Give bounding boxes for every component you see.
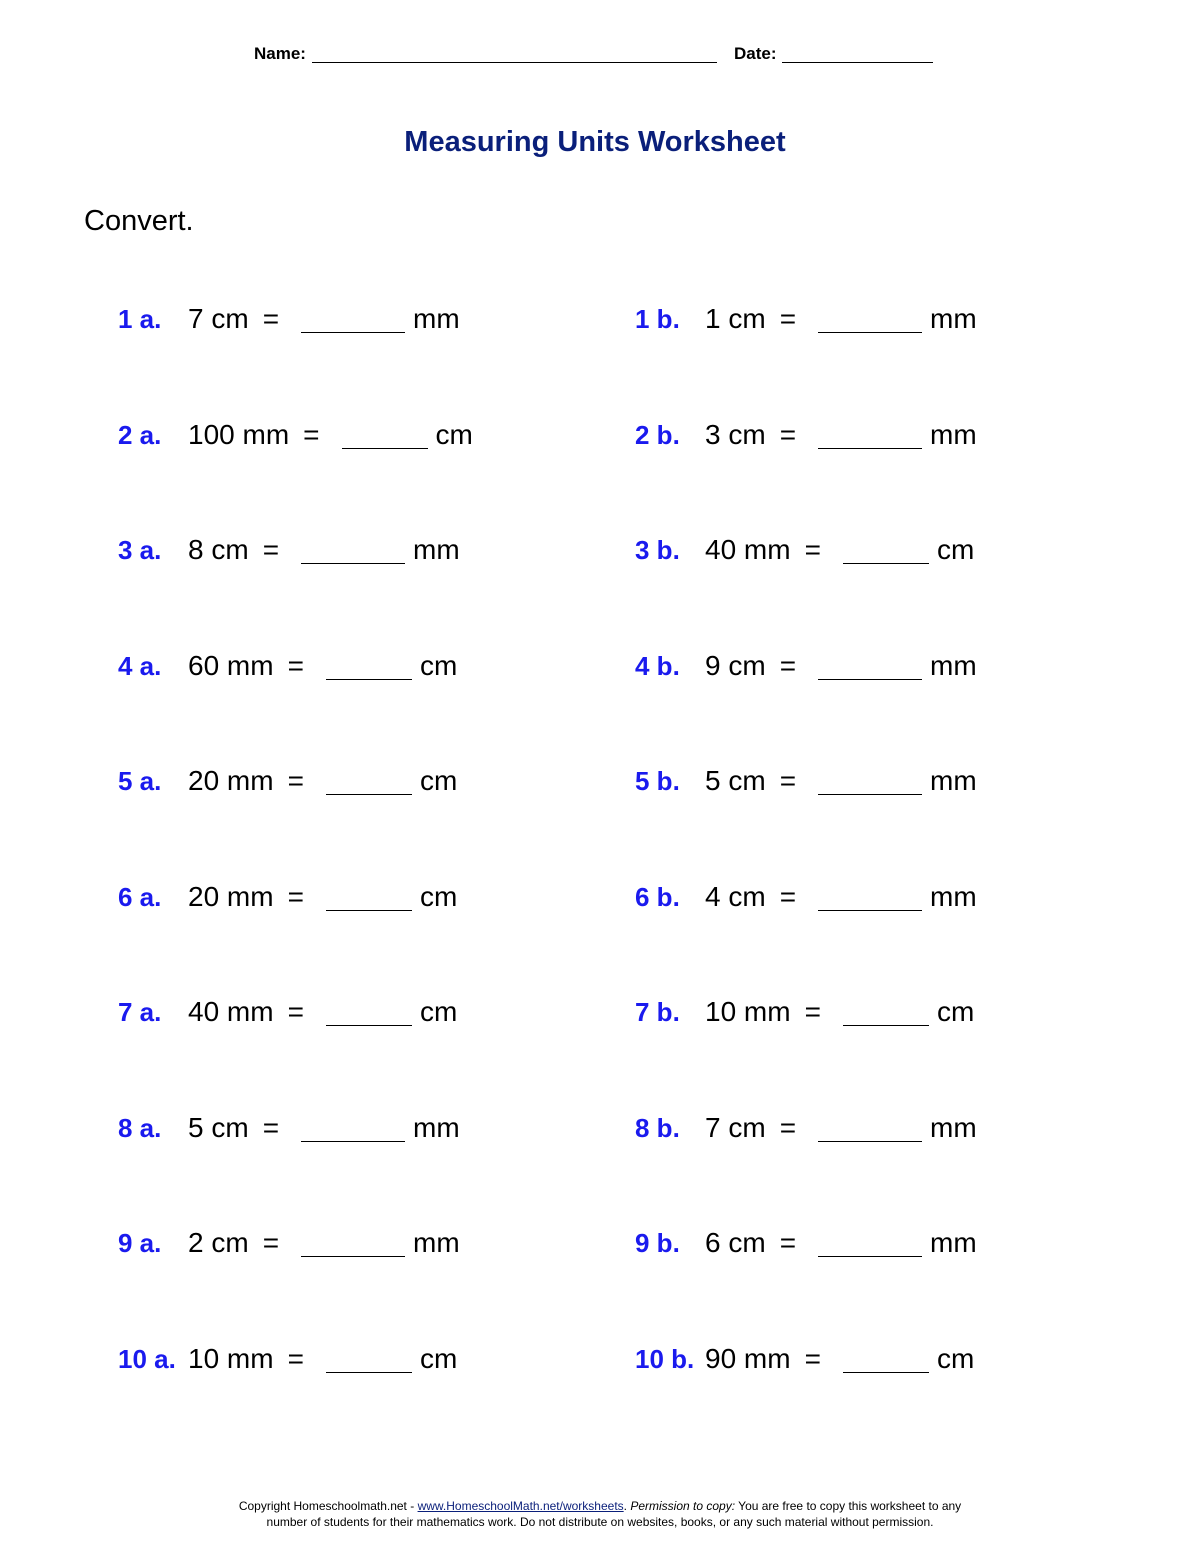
answer-blank[interactable] — [818, 653, 922, 680]
equals-sign: = — [779, 419, 797, 450]
target-unit: mm — [930, 765, 977, 796]
answer-blank[interactable] — [843, 999, 929, 1026]
problem-number: 1 a. — [118, 304, 162, 334]
equals-sign: = — [779, 1112, 797, 1143]
equals-sign: = — [804, 1343, 821, 1374]
problem-given: 40 mm — [188, 996, 274, 1027]
problem-left-3 — [118, 533, 460, 567]
problem-right-2 — [635, 418, 977, 452]
answer-blank[interactable] — [301, 1115, 405, 1142]
problem-given: 7 cm — [188, 303, 249, 334]
problem-number: 3 a. — [118, 535, 162, 565]
problem-given: 6 cm — [705, 1227, 766, 1258]
target-unit: mm — [413, 534, 460, 565]
answer-blank[interactable] — [818, 1230, 922, 1257]
problem-number: 10 a. — [118, 1344, 176, 1374]
problem-given: 5 cm — [705, 765, 766, 796]
target-unit: mm — [930, 1112, 977, 1143]
copyright-footer — [0, 1498, 1200, 1530]
answer-blank[interactable] — [301, 1230, 405, 1257]
footer-sep: . — [623, 1499, 631, 1513]
problem-left-4 — [118, 649, 457, 683]
problem-given: 1 cm — [705, 303, 766, 334]
problem-number: 7 a. — [118, 997, 162, 1027]
problem-given: 100 mm — [188, 419, 290, 450]
problem-number: 8 a. — [118, 1113, 162, 1143]
target-unit: cm — [419, 996, 458, 1027]
target-unit: mm — [930, 419, 977, 450]
target-unit: cm — [419, 1343, 458, 1374]
footer-line-1 — [0, 1498, 1200, 1514]
equals-sign: = — [262, 1227, 280, 1258]
equals-sign: = — [804, 534, 821, 565]
problem-number: 2 b. — [635, 420, 680, 450]
problem-given: 90 mm — [705, 1343, 791, 1374]
footer-line-2: number of students for their mathematics work. Do not distribute on websites, books, or any such material without permission. — [266, 1515, 934, 1529]
problem-given: 9 cm — [705, 650, 766, 681]
equals-sign: = — [779, 1227, 797, 1258]
problem-given: 10 mm — [705, 996, 791, 1027]
instructions: Convert. — [84, 205, 194, 237]
problem-right-1 — [635, 302, 977, 336]
answer-blank[interactable] — [326, 653, 412, 680]
problem-right-8 — [635, 1111, 977, 1145]
problem-given: 20 mm — [188, 765, 274, 796]
date-blank-line — [782, 45, 933, 63]
target-unit: mm — [930, 881, 977, 912]
problem-given: 20 mm — [188, 881, 274, 912]
problem-left-9 — [118, 1226, 460, 1260]
target-unit: cm — [419, 765, 458, 796]
problem-left-10 — [118, 1342, 457, 1376]
problem-given: 10 mm — [188, 1343, 274, 1374]
target-unit: mm — [930, 1227, 977, 1258]
target-unit: cm — [936, 996, 975, 1027]
problem-right-7 — [635, 995, 974, 1029]
equals-sign: = — [779, 303, 797, 334]
answer-blank[interactable] — [843, 537, 929, 564]
name-label: Name: — [254, 44, 306, 63]
problem-left-2 — [118, 418, 473, 452]
problem-given: 60 mm — [188, 650, 274, 681]
problem-left-8 — [118, 1111, 460, 1145]
answer-blank[interactable] — [326, 1346, 412, 1373]
problem-number: 4 a. — [118, 651, 162, 681]
problem-number: 8 b. — [635, 1113, 680, 1143]
problem-right-9 — [635, 1226, 977, 1260]
target-unit: mm — [413, 1227, 460, 1258]
equals-sign: = — [287, 765, 304, 796]
problem-left-7 — [118, 995, 457, 1029]
footer-line1-rest: You are free to copy this worksheet to any — [735, 1499, 962, 1513]
problem-left-5 — [118, 764, 457, 798]
footer-link[interactable]: www.HomeschoolMath.net/worksheets — [417, 1499, 624, 1513]
answer-blank[interactable] — [326, 884, 412, 911]
problem-number: 3 b. — [635, 535, 680, 565]
answer-blank[interactable] — [818, 422, 922, 449]
problem-number: 9 a. — [118, 1228, 162, 1258]
answer-blank[interactable] — [301, 537, 405, 564]
equals-sign: = — [779, 765, 797, 796]
problem-left-1 — [118, 302, 460, 336]
worksheet-header — [254, 44, 933, 64]
equals-sign: = — [303, 419, 320, 450]
equals-sign: = — [779, 881, 797, 912]
problem-number: 4 b. — [635, 651, 680, 681]
equals-sign: = — [804, 996, 821, 1027]
problem-right-6 — [635, 880, 977, 914]
problem-number: 6 b. — [635, 882, 680, 912]
problem-given: 8 cm — [188, 534, 249, 565]
equals-sign: = — [287, 1343, 304, 1374]
problem-right-5 — [635, 764, 977, 798]
answer-blank[interactable] — [818, 884, 922, 911]
problem-number: 5 b. — [635, 766, 680, 796]
problem-left-6 — [118, 880, 457, 914]
answer-blank[interactable] — [301, 306, 405, 333]
problem-right-3 — [635, 533, 974, 567]
equals-sign: = — [262, 303, 280, 334]
answer-blank[interactable] — [818, 306, 922, 333]
target-unit: mm — [930, 650, 977, 681]
problem-number: 6 a. — [118, 882, 162, 912]
problem-number: 9 b. — [635, 1228, 680, 1258]
answer-blank[interactable] — [818, 768, 922, 795]
target-unit: cm — [419, 881, 458, 912]
answer-blank[interactable] — [818, 1115, 922, 1142]
problem-given: 40 mm — [705, 534, 791, 565]
problem-right-10 — [635, 1342, 974, 1376]
problem-given: 2 cm — [188, 1227, 249, 1258]
target-unit: cm — [419, 650, 458, 681]
problem-given: 3 cm — [705, 419, 766, 450]
equals-sign: = — [262, 534, 280, 565]
equals-sign: = — [287, 650, 304, 681]
answer-blank[interactable] — [326, 768, 412, 795]
target-unit: cm — [936, 1343, 975, 1374]
problem-number: 1 b. — [635, 304, 680, 334]
answer-blank[interactable] — [326, 999, 412, 1026]
problem-number: 2 a. — [118, 420, 162, 450]
target-unit: mm — [930, 303, 977, 334]
footer-permission-label: Permission to copy: — [630, 1499, 736, 1513]
problem-given: 5 cm — [188, 1112, 249, 1143]
problem-given: 7 cm — [705, 1112, 766, 1143]
problem-number: 5 a. — [118, 766, 162, 796]
name-blank-line — [312, 45, 717, 63]
equals-sign: = — [262, 1112, 280, 1143]
target-unit: cm — [936, 534, 975, 565]
target-unit: mm — [413, 303, 460, 334]
problem-given: 4 cm — [705, 881, 766, 912]
worksheet-title: Measuring Units Worksheet — [404, 126, 786, 158]
target-unit: mm — [413, 1112, 460, 1143]
equals-sign: = — [287, 996, 304, 1027]
answer-blank[interactable] — [342, 422, 428, 449]
problem-number: 10 b. — [635, 1344, 695, 1374]
target-unit: cm — [435, 419, 473, 450]
problem-number: 7 b. — [635, 997, 680, 1027]
equals-sign: = — [287, 881, 304, 912]
equals-sign: = — [779, 650, 797, 681]
answer-blank[interactable] — [843, 1346, 929, 1373]
date-label: Date: — [733, 44, 777, 63]
problem-right-4 — [635, 649, 977, 683]
footer-copyright: Copyright Homeschoolmath.net - — [238, 1499, 418, 1513]
